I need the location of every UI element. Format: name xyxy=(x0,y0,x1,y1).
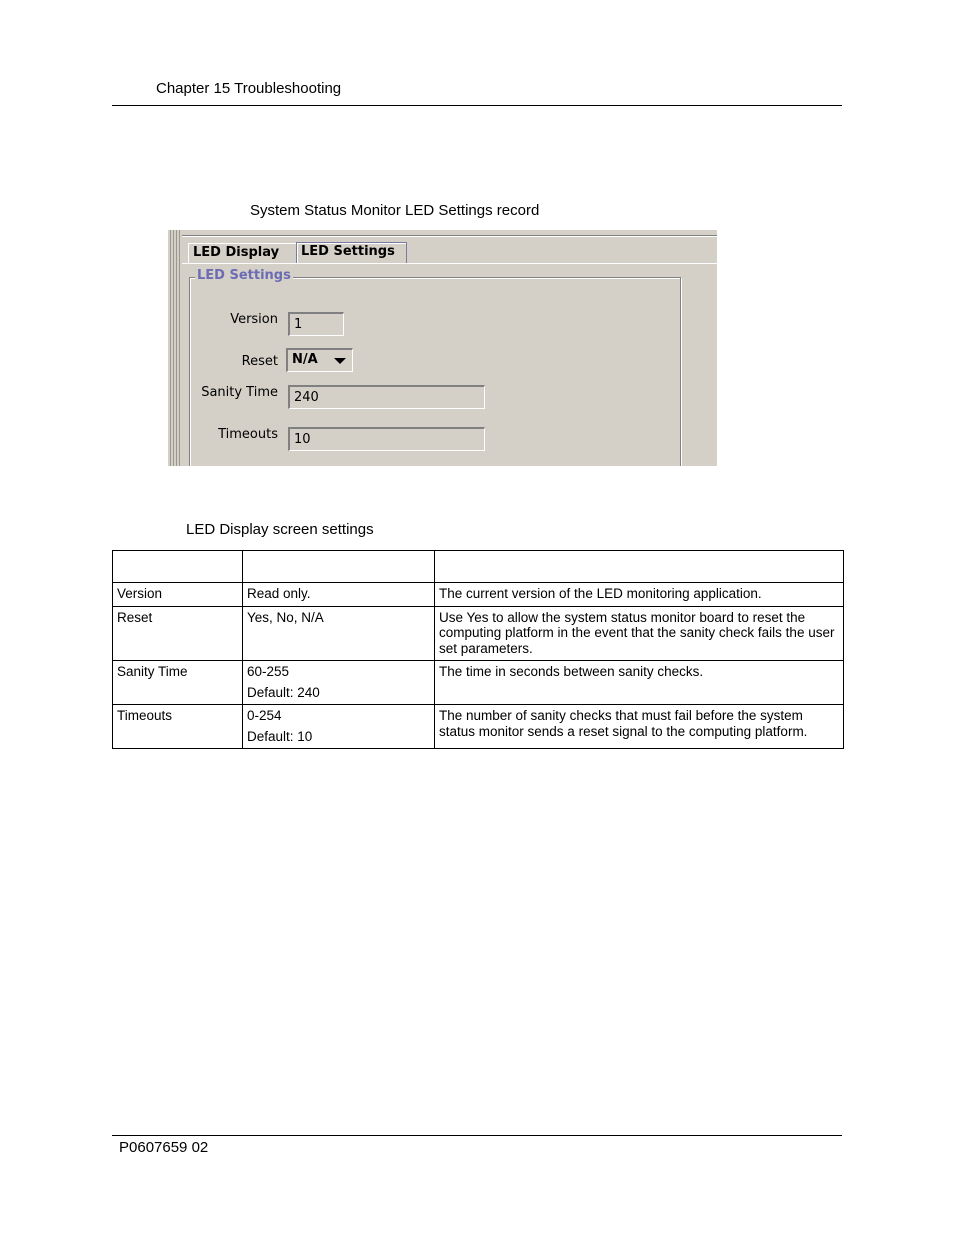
chapter-header: Chapter 15 Troubleshooting xyxy=(156,80,342,97)
range-default: Default: 10 xyxy=(247,728,313,744)
sanity-time-field[interactable]: 240 xyxy=(288,385,485,409)
header-divider xyxy=(112,105,842,106)
table-row xyxy=(113,705,844,749)
tab-led-display[interactable]: LED Display xyxy=(188,243,300,264)
header-cell xyxy=(113,551,243,583)
reset-label: Reset xyxy=(241,354,278,369)
group-title: LED Settings xyxy=(197,268,291,283)
reset-dropdown[interactable] xyxy=(286,348,353,372)
footer-divider xyxy=(112,1135,842,1136)
range-value: 0-254 xyxy=(247,708,282,724)
setting-range xyxy=(243,583,435,607)
range-default: Default: 240 xyxy=(247,684,320,700)
setting-range xyxy=(243,705,435,749)
range-value: 60-255 xyxy=(247,664,290,680)
timeouts-label: Timeouts xyxy=(218,427,278,442)
timeouts-field[interactable]: 10 xyxy=(288,427,485,451)
table-row xyxy=(113,661,844,705)
setting-name: Version xyxy=(113,583,243,607)
settings-table xyxy=(112,550,844,749)
setting-description: Use Yes to allow the system status monitor board to reset the computing platform in the event that the sanity check fails the user set parameters. xyxy=(435,606,844,661)
top-border-highlight xyxy=(182,236,717,237)
tab-baseline xyxy=(182,263,717,264)
table-row xyxy=(113,583,844,607)
document-id: P0607659 02 xyxy=(119,1139,209,1156)
table-caption: LED Display screen settings xyxy=(186,521,374,538)
chevron-down-icon[interactable] xyxy=(334,358,346,364)
setting-range xyxy=(243,661,435,705)
setting-name: Reset xyxy=(113,606,243,661)
range-value: Read only. xyxy=(247,586,311,601)
setting-name: Sanity Time xyxy=(113,661,243,705)
version-label: Version xyxy=(230,312,278,327)
header-cell xyxy=(243,551,435,583)
table-header-row xyxy=(113,551,844,583)
reset-value: N/A xyxy=(292,352,318,367)
version-field: 1 xyxy=(288,312,344,336)
tab-led-settings[interactable]: LED Settings xyxy=(296,242,407,264)
setting-name: Timeouts xyxy=(113,705,243,749)
setting-description: The current version of the LED monitoring application. xyxy=(435,583,844,607)
setting-range xyxy=(243,606,435,661)
header-cell xyxy=(435,551,844,583)
led-settings-screenshot xyxy=(168,230,717,466)
range-value: Yes, No, N/A xyxy=(247,609,324,625)
setting-description: The time in seconds between sanity checks. xyxy=(435,661,844,705)
table-row xyxy=(113,606,844,661)
figure-caption: System Status Monitor LED Settings record xyxy=(250,202,540,219)
setting-description: The number of sanity checks that must fail before the system status monitor sends a reset signal to the computing platform. xyxy=(435,705,844,749)
sanity-time-label: Sanity Time xyxy=(201,385,278,400)
